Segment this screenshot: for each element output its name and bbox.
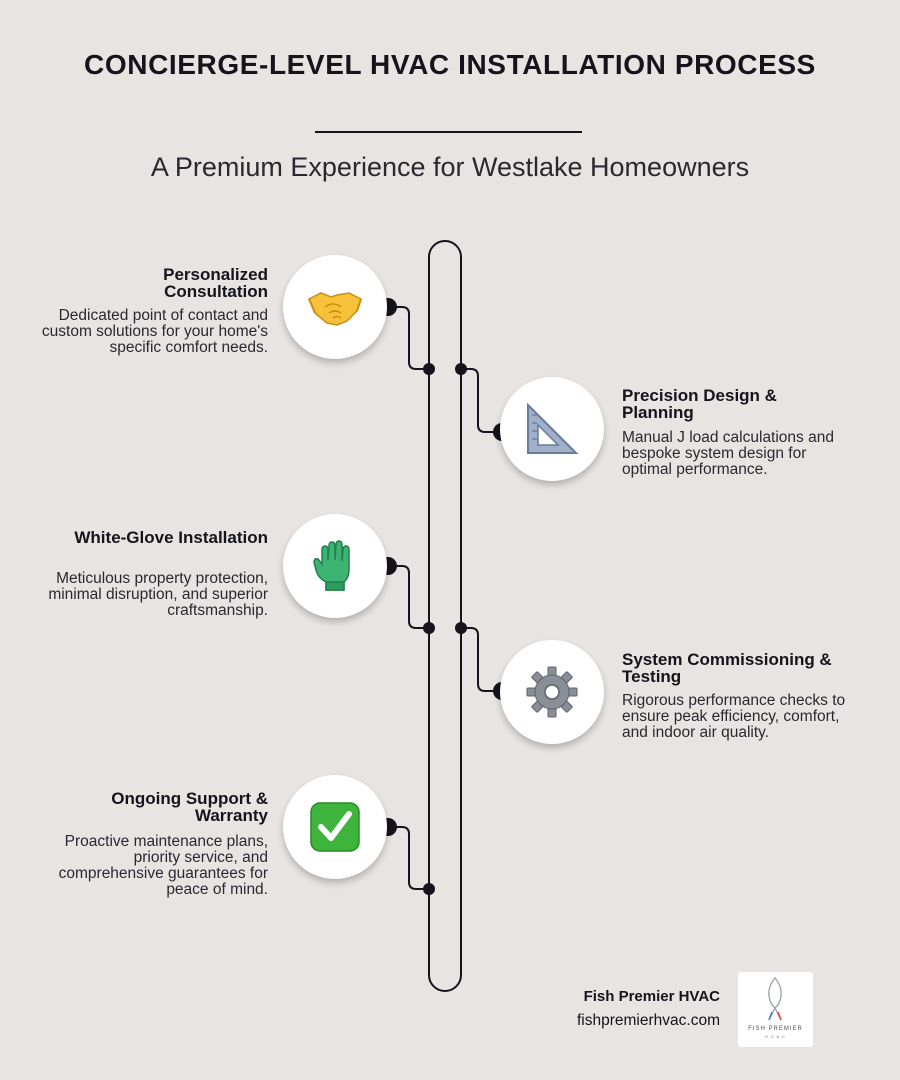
step-2-icon-circle [500,377,604,481]
junction-dot-step-2 [455,363,467,375]
handshake-icon [307,285,363,329]
step-5-icon-circle [283,775,387,879]
step-1-title: Personalized Consultation [163,265,268,301]
gear-icon [526,666,578,718]
junction-dot-step-1 [423,363,435,375]
junction-dot-step-4 [455,622,467,634]
step-3-description: Meticulous property protection, minimal disruption, and superior craftsmanship. [48,570,268,619]
step-4-description: Rigorous performance checks to ensure peak efficiency, comfort, and indoor air quality. [622,692,846,741]
logo-wordmark: FISH PREMIER [748,1026,803,1032]
connector-step-5 [388,827,429,889]
triangle-ruler-icon [524,401,580,457]
page-subtitle: A Premium Experience for Westlake Homeowners [150,152,750,182]
step-2-description: Manual J load calculations and bespoke system design for optimal performance. [622,429,834,478]
step-1-description: Dedicated point of contact and custom solutions for your home's specific comfort needs. [41,307,268,356]
fish-logo-icon [738,972,813,1028]
step-3-icon-circle [283,514,387,618]
brand-logo [738,972,813,1047]
step-5-title: Ongoing Support & Warranty [111,789,268,825]
step-2-title: Precision Design & Planning [622,386,777,422]
check-mark-icon [309,801,361,853]
glove-icon [312,540,358,592]
connector-step-3 [388,566,429,628]
step-5-description: Proactive maintenance plans, priority service, and comprehensive guarantees for peace of mind. [58,833,268,898]
connector-step-4 [461,628,502,691]
step-4-title: System Commissioning & Testing [622,650,832,686]
junction-dot-step-5 [423,883,435,895]
connector-step-1 [388,307,429,369]
step-4-icon-circle [500,640,604,744]
junction-dot-step-3 [423,622,435,634]
connector-step-2 [461,369,502,432]
logo-subtext: H V A C [764,1034,786,1039]
brand-website-link[interactable]: fishpremierhvac.com [577,1012,720,1029]
page-title: CONCIERGE-LEVEL HVAC INSTALLATION PROCESS [84,49,816,80]
timeline-track [429,241,461,991]
brand-name: Fish Premier HVAC [583,988,720,1005]
step-3-title: White-Glove Installation [74,528,268,547]
step-1-icon-circle [283,255,387,359]
